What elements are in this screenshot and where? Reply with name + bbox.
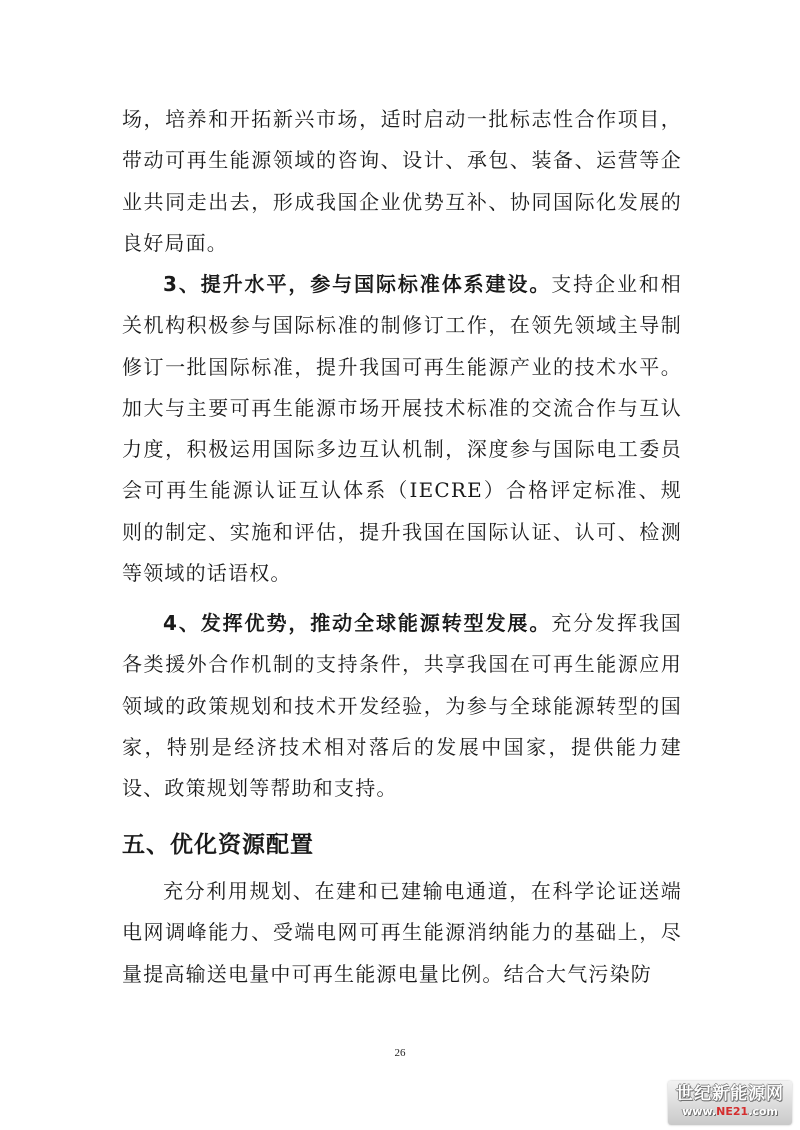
watermark-url [668,1105,792,1119]
paragraph-item-4 [122,603,682,809]
watermark-url-prefix: www. [682,1105,717,1118]
watermark-title: 世纪新能源网 [676,1084,784,1104]
paragraph-continuation: 场，培养和开拓新兴市场，适时启动一批标志性合作项目，带动可再生能源领域的咨询、设计、承包、装备、运营等企业共同走出去，形成我国企业优势互补、协同国际化发展的良好局面。 [122,107,682,255]
paragraph-item-3 [122,264,682,594]
watermark-url-suffix: .com [748,1105,778,1118]
item-4-text: 充分发挥我国各类援外合作机制的支持条件，共享我国在可再生能源应用领域的政策规划和技术开发经验，为参与全球能源转型的国家，特别是经济技术相对落后的发展中国家，提供能力建设、政策规划等帮助和支持。 [122,611,682,801]
section-5-paragraph: 充分利用规划、在建和已建输电通道，在科学论证送端电网调峰能力、受端电网可再生能源消纳能力的基础上，尽量提高输送电量中可再生能源电量比例。结合大气污染防 [122,879,682,986]
item-4-lead: 4、发挥优势，推动全球能源转型发展。 [163,611,552,635]
watermark-url-accent: NE21 [716,1105,749,1118]
item-3-lead: 3、提升水平，参与国际标准体系建设。 [163,272,552,296]
item-3-text: 支持企业和相关机构积极参与国际标准的制修订工作，在领先领域主导制修订一批国际标准，提升我国可再生能源产业的技术水平。加大与主要可再生能源市场开展技术标准的交流合作与互认力度，积极运用国际多边互认机制，深度参与国际电工委员会可再生能源认证互认体系（IECRE）合格评定标准、规则的制定、实施和评估，提升我国在国际认证、认可、检测等领域的话语权。 [122,272,682,586]
page-number: 26 [394,1047,406,1059]
site-watermark-logo [668,1081,792,1125]
section-5-heading: 五、优化资源配置 [122,832,314,858]
